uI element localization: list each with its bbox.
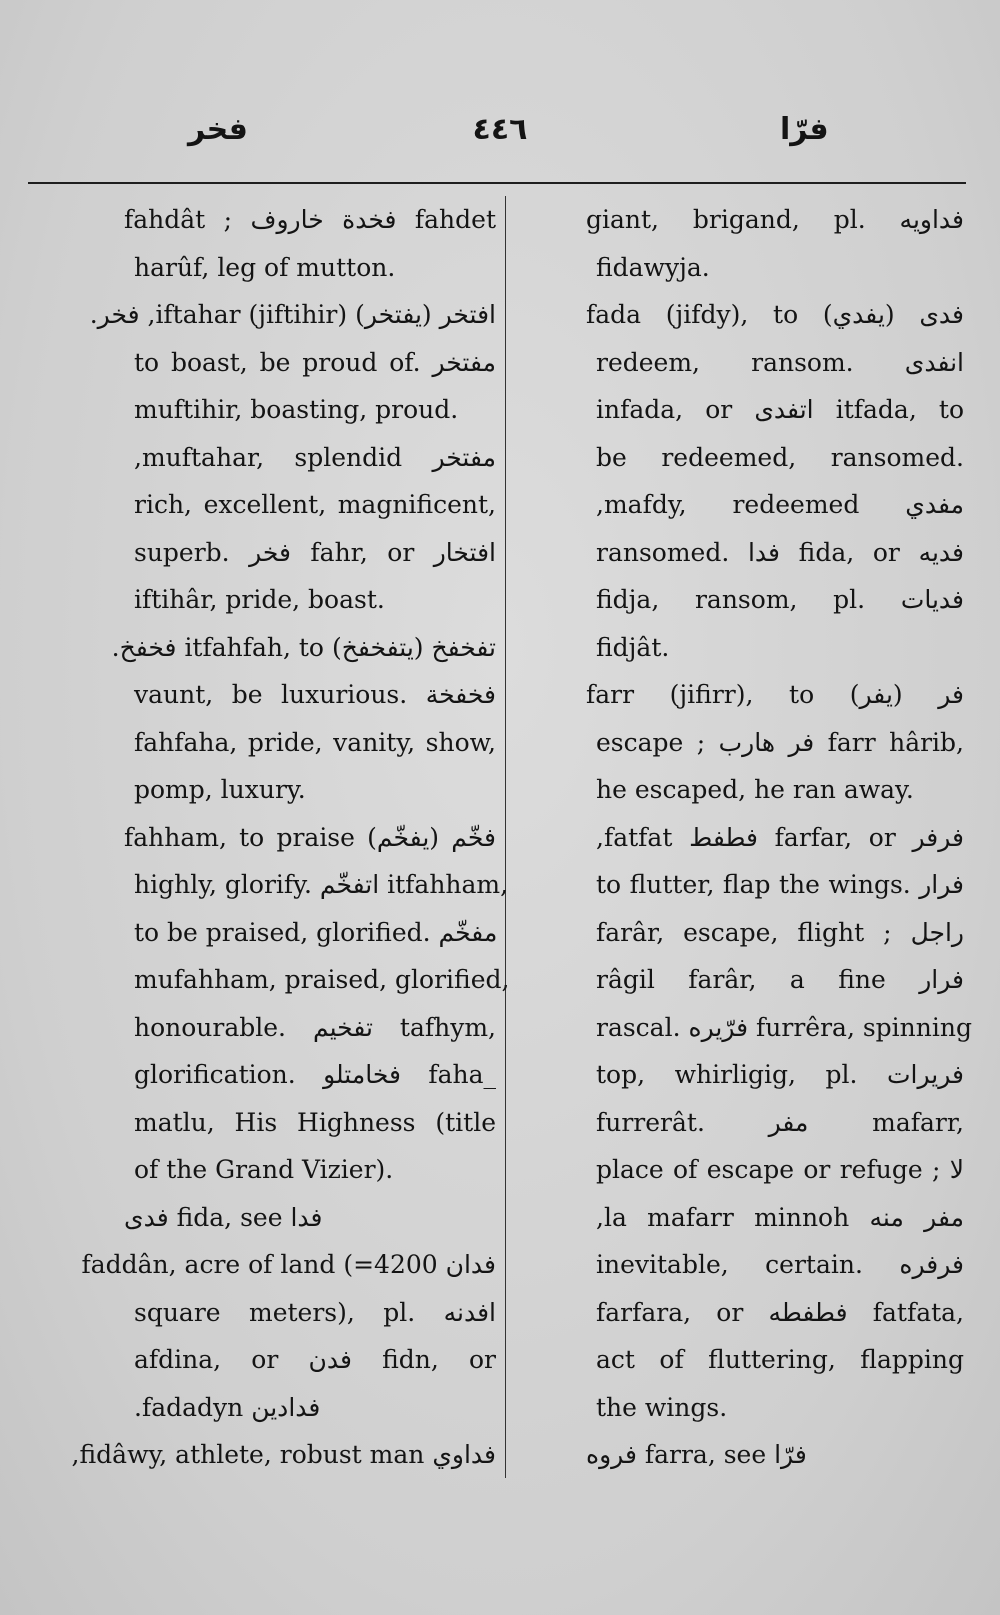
text-line: فر (يفر) farr (jifirr), to: [586, 680, 964, 709]
text-line: تفخفخ (يتفخفخ) itfahfah, to فخفخ.: [111, 632, 496, 662]
header-right-catchword: فرّا: [780, 112, 829, 147]
text-line: act of fluttering, flapping: [596, 1345, 964, 1374]
text-line: superb. فخر fahr, or افتخار: [134, 537, 496, 567]
text-line: rich, excellent, magnificent,: [134, 490, 496, 519]
text-line: فدا fida, see فدى: [124, 1202, 323, 1232]
text-line: to be praised, glorified. مفخّم: [134, 917, 498, 947]
text-line: highly, glorify. اتفخّم itfahham,: [134, 870, 509, 899]
text-line: فرفر farfar, or فطفط fatfat,: [596, 822, 965, 852]
text-line: of the Grand Vizier).: [134, 1155, 394, 1184]
column-divider: [505, 196, 506, 1478]
text-line: فرّا farra, see فروه: [586, 1440, 807, 1469]
text-line: to boast, be proud of. مفتخر: [134, 347, 496, 377]
header-rule: [28, 182, 966, 184]
text-line: فداوي fidâwy, athlete, robust man,: [71, 1440, 496, 1469]
text-line: iftihâr, pride, boast.: [134, 585, 385, 614]
text-line: pomp, luxury.: [134, 775, 306, 804]
text-line: the wings.: [596, 1392, 728, 1422]
text-line: fidja, ransom, pl. فديات: [596, 585, 964, 614]
text-line: redeem, ransom. انفدى: [596, 347, 964, 377]
right-column: [586, 196, 972, 1479]
text-line: be redeemed, ransomed.: [596, 442, 964, 472]
text-line: مفدي mafdy, redeemed,: [596, 490, 964, 519]
text-line: فدادين fadadyn.: [134, 1392, 321, 1422]
text-line: فدان faddân, acre of land (=4200: [81, 1250, 496, 1279]
text-line: infada, or اتفدى itfada, to: [596, 395, 964, 424]
text-line: place of escape or refuge ; لا: [596, 1155, 964, 1184]
text-line: inevitable, certain. فرفره: [596, 1250, 964, 1279]
text-line: escape ; فر هارب farr hârib,: [596, 727, 964, 757]
text-line: fahfaha, pride, vanity, show,: [134, 727, 496, 757]
page-number: ٤٤٦: [472, 112, 528, 147]
text-line: vaunt, be luxurious. فخفخة: [134, 680, 496, 709]
text-line: ransomed. فدا fida, or فديه: [596, 537, 964, 567]
text-line: to flutter, flap the wings. فرار: [596, 870, 964, 899]
text-line: rascal. فرّيره furrêra, spinning: [596, 1012, 972, 1042]
text-line: afdina, or فدن fidn, or: [134, 1345, 496, 1374]
page-header: [0, 112, 1000, 172]
text-line: top, whirligig, pl. فريرات: [596, 1060, 964, 1089]
text-line: فرار râgil farâr, a fine: [596, 965, 964, 994]
text-line: fidjât.: [596, 632, 670, 662]
text-line: fahdât ; فخدة خاروف fahdet: [124, 205, 497, 234]
text-line: مفتخر muftahar, splendid,: [134, 442, 496, 472]
text-line: افتخر (يفتخر) iftahar (jiftihir), فخر.: [89, 300, 496, 329]
text-line: square meters), pl. افدنه: [134, 1297, 496, 1327]
text-line: farâr, escape, flight ; راجل: [596, 917, 964, 947]
text-line: farfara, or فطفطه fatfata,: [596, 1297, 964, 1327]
text-line: harûf, leg of mutton.: [134, 252, 396, 282]
text-line: he escaped, he ran away.: [596, 775, 914, 804]
text-line: fidawyja.: [596, 252, 710, 282]
left-column: [71, 196, 510, 1479]
text-line: فخّم (يفخّم) fahham, to praise: [124, 822, 496, 852]
text-line: muftihir, boasting, proud.: [134, 395, 459, 424]
text-line: furrerât. مفر mafarr,: [596, 1107, 964, 1137]
text-line: matlu, His Highness (title: [134, 1107, 496, 1137]
text-line: فدى (يفدي) fada (jifdy), to: [586, 300, 965, 329]
text-line: honourable. تفخيم tafhym,: [134, 1012, 497, 1042]
header-left-catchword: فخر: [188, 112, 248, 147]
text-line: mufahham, praised, glorified,: [134, 965, 510, 994]
text-line: giant, brigand, pl. فداويه: [586, 205, 964, 234]
text-line: glorification. فخامتلو faha_: [134, 1060, 496, 1089]
text-line: مفر منه la mafarr minnoh,: [596, 1202, 964, 1232]
